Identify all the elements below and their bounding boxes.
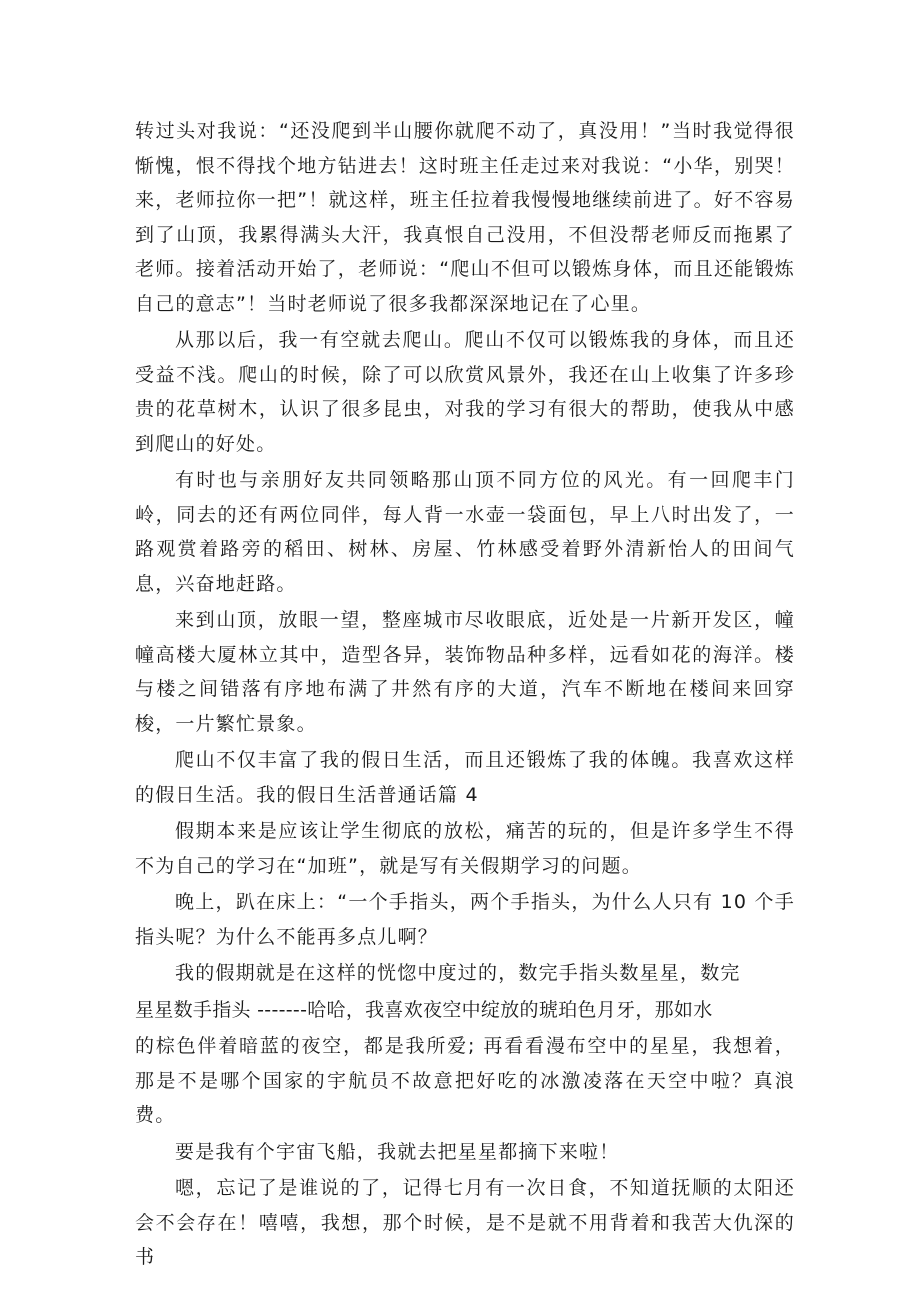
paragraph-7: 晚上，趴在床上：“一个手指头，两个手指头，为什么人只有 10 个手指头呢？为什么不能再多点儿啊？: [135, 891, 795, 948]
paragraph-8-line-3: 的棕色伴着暗蓝的夜空，都是我所爱; 再看看漫布空中的星星，我想着，那是不是哪个国家的宇航员不故意把好吃的冰激凌落在天空中啦？真浪费。: [135, 1035, 795, 1126]
paragraph-4: 来到山顶，放眼一望，整座城市尽收眼底，近处是一片新开发区，幢幢高楼大厦林立其中，造型各异，装饰物品种多样，远看如花的海洋。楼与楼之间错落有序地布满了井然有序的大道，汽车不断地在楼间来回穿梭，一片繁忙景象。: [135, 609, 795, 735]
paragraph-2: 从那以后，我一有空就去爬山。爬山不仅可以锻炼我的身体，而且还受益不浅。爬山的时候，除了可以欣赏风景外，我还在山上收集了许多珍贵的花草树木，认识了很多昆虫，对我的学习有很大的帮助，使我从中感到爬山的好处。: [135, 329, 795, 455]
paragraph-9: 要是我有个宇宙飞船，我就去把星星都摘下来啦！: [175, 1140, 620, 1163]
paragraph-8-line-1: 我的假期就是在这样的恍惚中度过的，数完手指头数星星，数完: [175, 962, 741, 984]
paragraph-10: 嗯，忘记了是谁说的了，记得七月有一次日食，不知道抚顺的太阳还会不会存在！嘻嘻，我想，那个时候，是不是就不用背着和我苦大仇深的书: [135, 1177, 795, 1268]
paragraph-1: 转过头对我说：“还没爬到半山腰你就爬不动了，真没用！”当时我觉得很惭愧，恨不得找个地方钻进去！这时班主任走过来对我说：“小华，别哭！来，老师拉你一把”！就这样，班主任拉着我慢慢地继续前进了。好不容易到了山顶，我累得满头大汗，我真恨自己没用，不但没帮老师反而拖累了老师。接着活动开始了，老师说：“爬山不但可以锻炼身体，而且还能锻炼自己的意志”！当时老师说了很多我都深深地记在了心里。: [135, 120, 795, 315]
paragraph-5: 爬山不仅丰富了我的假日生活，而且还锻炼了我的体魄。我喜欢这样的假日生活。我的假日生活普通话篇 4: [135, 749, 795, 806]
paragraph-8-line-2: 星星数手指头 -------哈哈，我喜欢夜空中绽放的琥珀色月牙，那如水: [135, 998, 713, 1021]
paragraph-3: 有时也与亲朋好友共同领略那山顶不同方位的风光。有一回爬丰门岭，同去的还有两位同伴，每人背一水壶一袋面包，早上八时出发了，一路观赏着路旁的稻田、树林、房屋、竹林感受着野外清新怡人的田间气息，兴奋地赶路。: [135, 469, 795, 595]
paragraph-6: 假期本来是应该让学生彻底的放松，痛苦的玩的，但是许多学生不得不为自己的学习在“加班”，就是写有关假期学习的问题。: [135, 820, 795, 877]
document-body: [135, 114, 795, 1277]
